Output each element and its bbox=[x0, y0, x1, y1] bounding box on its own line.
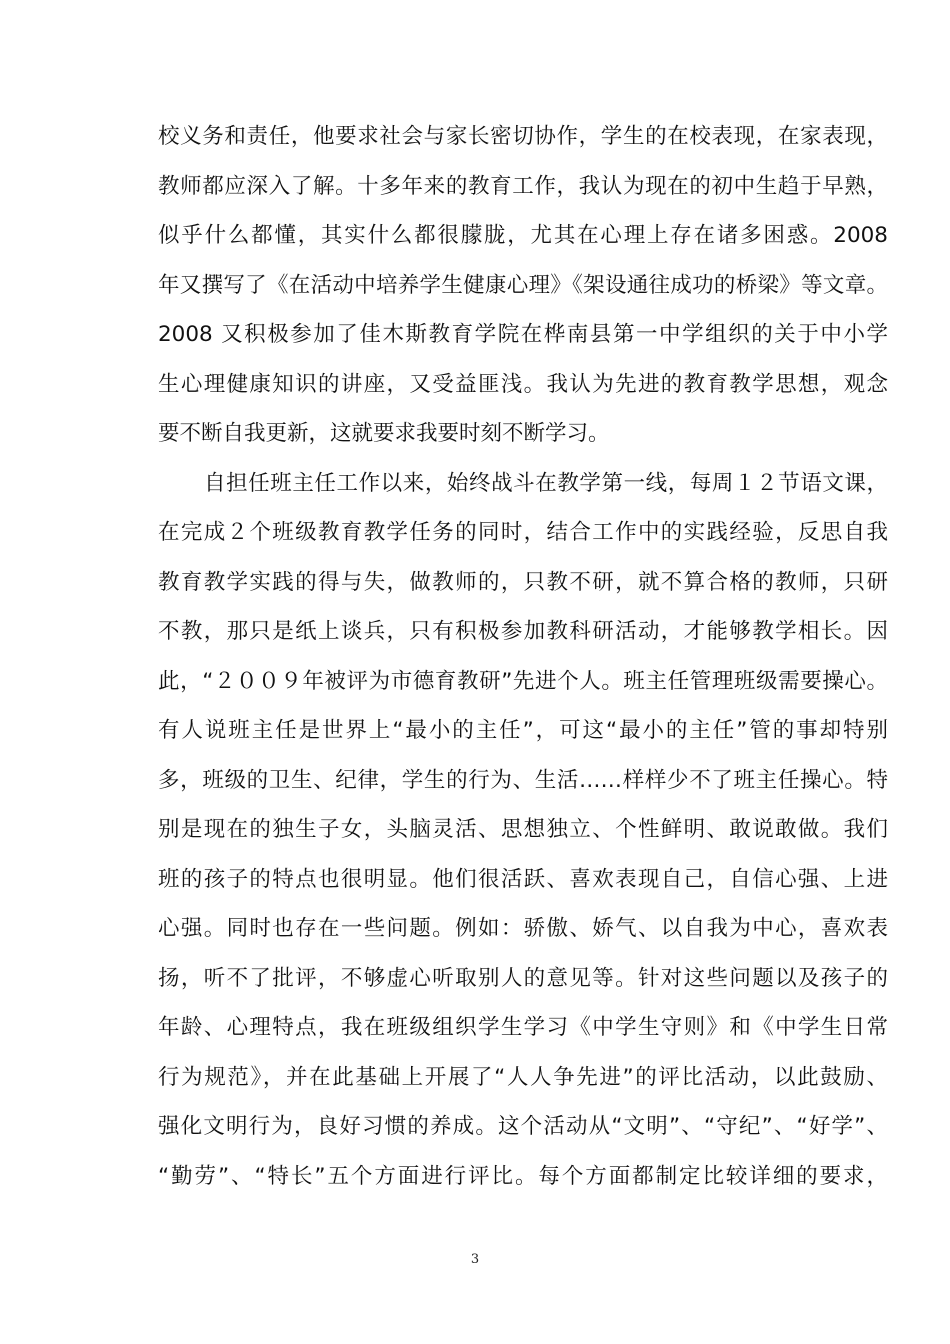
text-line: 班的孩子的特点也很明显。他们很活跃、喜欢表现自己，自信心强、上进 bbox=[158, 866, 888, 892]
text-line: 强化文明行为，良好习惯的养成。这个活动从“文明”、“守纪”、“好学”、 bbox=[158, 1114, 888, 1139]
text-line: 有人说班主任是世界上“最小的主任”，可这“最小的主任”管的事却特别 bbox=[158, 718, 888, 743]
text-line: 教师都应深入了解。十多年来的教育工作，我认为现在的初中生趋于早熟， bbox=[158, 173, 888, 199]
text-line: 别是现在的独生子女，头脑灵活、思想独立、个性鲜明、敢说敢做。我们 bbox=[158, 817, 888, 842]
text-line: 扬，听不了批评，不够虚心听取别人的意见等。针对这些问题以及孩子的 bbox=[158, 965, 888, 991]
text-line: 在完成２个班级教育教学任务的同时，结合工作中的实践经验，反思自我 bbox=[158, 520, 888, 545]
text-line: 要不断自我更新，这就要求我要时刻不断学习。 bbox=[158, 421, 610, 446]
text-line: 生心理健康知识的讲座，又受益匪浅。我认为先进的教育教学思想，观念 bbox=[158, 371, 888, 397]
text-line: 心强。同时也存在一些问题。例如：骄傲、娇气、以自我为中心，喜欢表 bbox=[158, 916, 888, 941]
text-line: 教育教学实践的得与失，做教师的，只教不研，就不算合格的教师，只研 bbox=[158, 569, 888, 595]
text-line: 年龄、心理特点，我在班级组织学生学习《中学生守则》和《中学生日常 bbox=[158, 1015, 888, 1040]
text-line: 似乎什么都懂，其实什么都很朦胧，尤其在心理上存在诸多困惑。2008 bbox=[158, 223, 888, 248]
text-line: “勤劳”、“特长”五个方面进行评比。每个方面都制定比较详细的要求， bbox=[158, 1163, 888, 1189]
text-line: 校义务和责任，他要求社会与家长密切协作，学生的在校表现，在家表现， bbox=[158, 124, 888, 149]
text-line: 多，班级的卫生、纪律，学生的行为、生活……样样少不了班主任操心。特 bbox=[158, 767, 888, 793]
text-line: 年又撰写了《在活动中培养学生健康心理》《架设通往成功的桥梁》等文章。 bbox=[158, 272, 888, 298]
text-line: 此，“２００９年被评为市德育教研”先进个人。班主任管理班级需要操心。 bbox=[158, 668, 888, 694]
page-number: 3 bbox=[470, 1252, 480, 1267]
text-line: 行为规范》，并在此基础上开展了“人人争先进”的评比活动，以此鼓励、 bbox=[158, 1064, 888, 1090]
text-line: 不教，那只是纸上谈兵，只有积极参加教科研活动，才能够教学相长。因 bbox=[158, 619, 888, 644]
body-text bbox=[158, 112, 888, 1201]
text-line: 2008 又积极参加了佳木斯教育学院在桦南县第一中学组织的关于中小学 bbox=[158, 322, 888, 347]
text-line: 自担任班主任工作以来，始终战斗在教学第一线，每周１２节语文课， bbox=[204, 470, 888, 496]
